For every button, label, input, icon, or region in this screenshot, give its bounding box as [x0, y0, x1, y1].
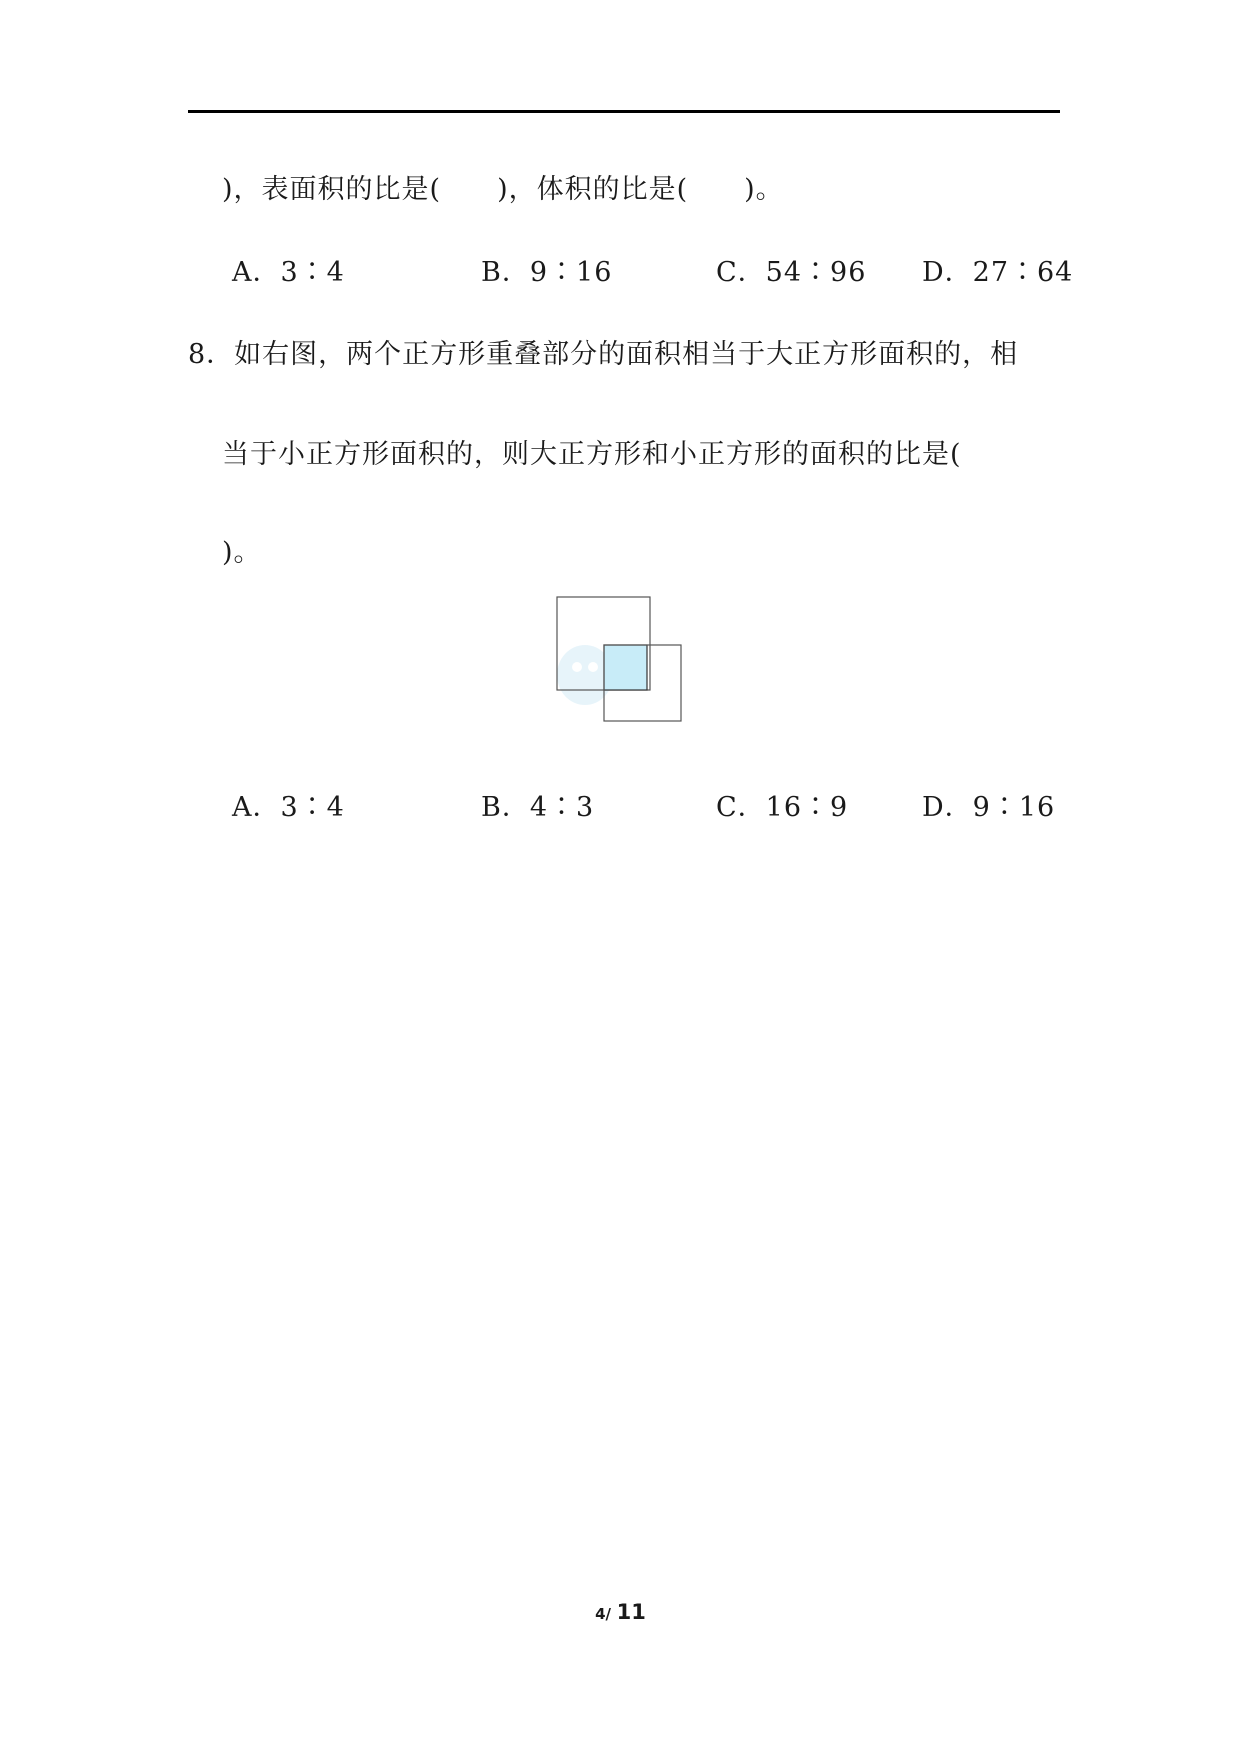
option-b: B．9∶16 — [481, 257, 613, 288]
question-7-continuation: )，表面积的比是( )，体积的比是( )。 — [222, 174, 784, 205]
option-c: C．16∶9 — [716, 792, 849, 823]
overlapping-squares-figure — [555, 595, 685, 725]
option-a: A．3∶4 — [232, 257, 345, 288]
question-8-line-1: 8．如右图，两个正方形重叠部分的面积相当于大正方形面积的，相 — [188, 339, 1019, 370]
option-c: C．54∶96 — [716, 257, 867, 288]
option-d: D．27∶64 — [922, 257, 1074, 288]
option-a: A．3∶4 — [232, 792, 345, 823]
option-b: B．4∶3 — [481, 792, 595, 823]
option-d: D．9∶16 — [922, 792, 1056, 823]
overlap-region — [604, 645, 647, 690]
page-number — [0, 1600, 1241, 1624]
question-8-line-2: 当于小正方形面积的，则大正方形和小正方形的面积的比是( — [222, 439, 962, 470]
question-8-line-3: )。 — [222, 537, 262, 568]
header-rule — [188, 110, 1060, 113]
page-total: 11 — [616, 1600, 646, 1624]
page-current: 4/ — [595, 1605, 612, 1623]
